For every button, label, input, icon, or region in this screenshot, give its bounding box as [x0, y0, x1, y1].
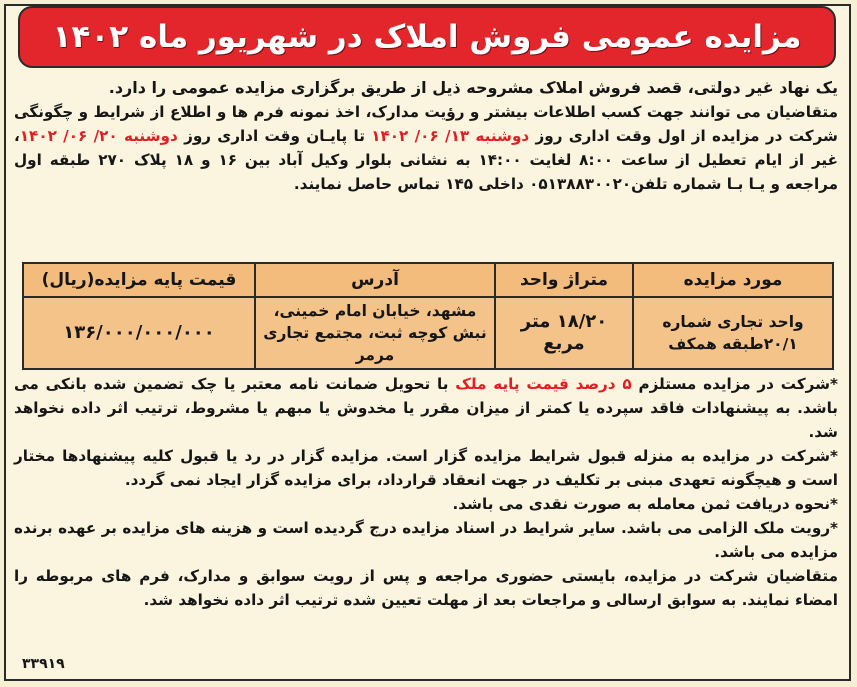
term-payment: *نحوه دریافت ثمن معامله به صورت نقدی می باشد.: [452, 495, 838, 513]
terms-section: [14, 372, 838, 612]
term-deposit: [14, 372, 838, 444]
intro-text-b: تا پایـان وقت اداری روز: [177, 127, 372, 145]
intro-text-a: متقاضیان می توانند جهت کسب اطلاعات بیشتر و رؤیت مدارک، اخذ نمونه فرم ها و اطلاع از شرایط و چگونگی شرکت در مزایده از اول وقت اداری روز: [14, 103, 838, 145]
start-date: دوشنبه ۱۳/ ۰۶/ ۱۴۰۲: [371, 127, 530, 145]
header-area: متراژ واحد: [495, 263, 633, 297]
table-row: [23, 297, 833, 369]
intro-text-c: ، غیر از ایام تعطیل از ساعت ۸:۰۰ لغایت ۱۴:۰۰ به نشانی بلوار وکیل آباد بین ۱۶ و ۱۸ پلاک ۲۷۰ طبقه اول مراجعه و یـا بـا شماره تلفن۰۵۱۳۸۸۳۰۰۲۰ داخلی ۱۴۵ تماس حاصل نمایند.: [14, 127, 838, 193]
header-price: قیمت پایه مزایده(ریال): [23, 263, 255, 297]
title-banner: [18, 6, 836, 68]
term-acceptance: *شرکت در مزایده به منزله قبول شرایط مزایده گزار است. مزایده گزار در رد یا قبول کلیه پیشنهادها مختار است و هیچگونه تعهدی مبنی بر تکلیف در جهت انعقاد قرارداد، برای مزایده گزار ایجاد نمی گردد.: [14, 447, 838, 489]
intro-paragraph: [14, 76, 838, 196]
table-header-row: [23, 263, 833, 297]
cell-price: ۱۳۶/۰۰۰/۰۰۰/۰۰۰: [23, 297, 255, 369]
term-deposit-percent: ۵ درصد قیمت پایه ملک: [455, 375, 632, 393]
term-applicants: متقاضیان شرکت در مزایده، بایستی حضوری مراجعه و پس از رویت سوابق و مدارک، فرم های مربوطه را امضاء نمایند. به سوابق ارسالی و مراجعات بعد از مهلت تعیین شده ترتیب اثر داده نخواهد شد.: [14, 567, 838, 609]
cell-area: ۱۸/۲۰ متر مربع: [495, 297, 633, 369]
intro-details: [14, 100, 838, 196]
cell-item: واحد تجاری شماره ۲۰/۱طبقه همکف: [633, 297, 833, 369]
header-item: مورد مزایده: [633, 263, 833, 297]
ad-title: مزایده عمومی فروش املاک در شهریور ماه ۱۴۰۲: [52, 19, 802, 55]
end-date: دوشنبه ۲۰/ ۰۶/ ۱۴۰۲: [19, 127, 178, 145]
intro-lead: یک نهاد غیر دولتی، قصد فروش املاک مشروحه ذیل از طریق برگزاری مزایده عمومی را دارد.: [108, 78, 838, 97]
cell-address: مشهد، خیابان امام خمینی، نبش کوچه ثبت، مجتمع تجاری مرمر: [255, 297, 495, 369]
term-deposit-a: *شرکت در مزایده مستلزم: [631, 375, 838, 393]
auction-table: [22, 262, 834, 370]
ad-number: ۳۳۹۱۹: [22, 656, 65, 672]
header-address: آدرس: [255, 263, 495, 297]
term-deposit-b: با تحویل ضمانت نامه معتبر یا چک تضمین شده بانکی می باشد. به پیشنهادات فاقد سپرده یا کمتر از میزان مقرر یا مخدوش یا مبهم یا مشروط، ترتیب اثر داده نخواهد شد.: [14, 375, 838, 441]
term-inspection: *رویت ملک الزامی می باشد. سایر شرایط در اسناد مزایده درج گردیده است و هزینه های مزایده بر عهده برنده مزایده می باشد.: [14, 519, 838, 561]
